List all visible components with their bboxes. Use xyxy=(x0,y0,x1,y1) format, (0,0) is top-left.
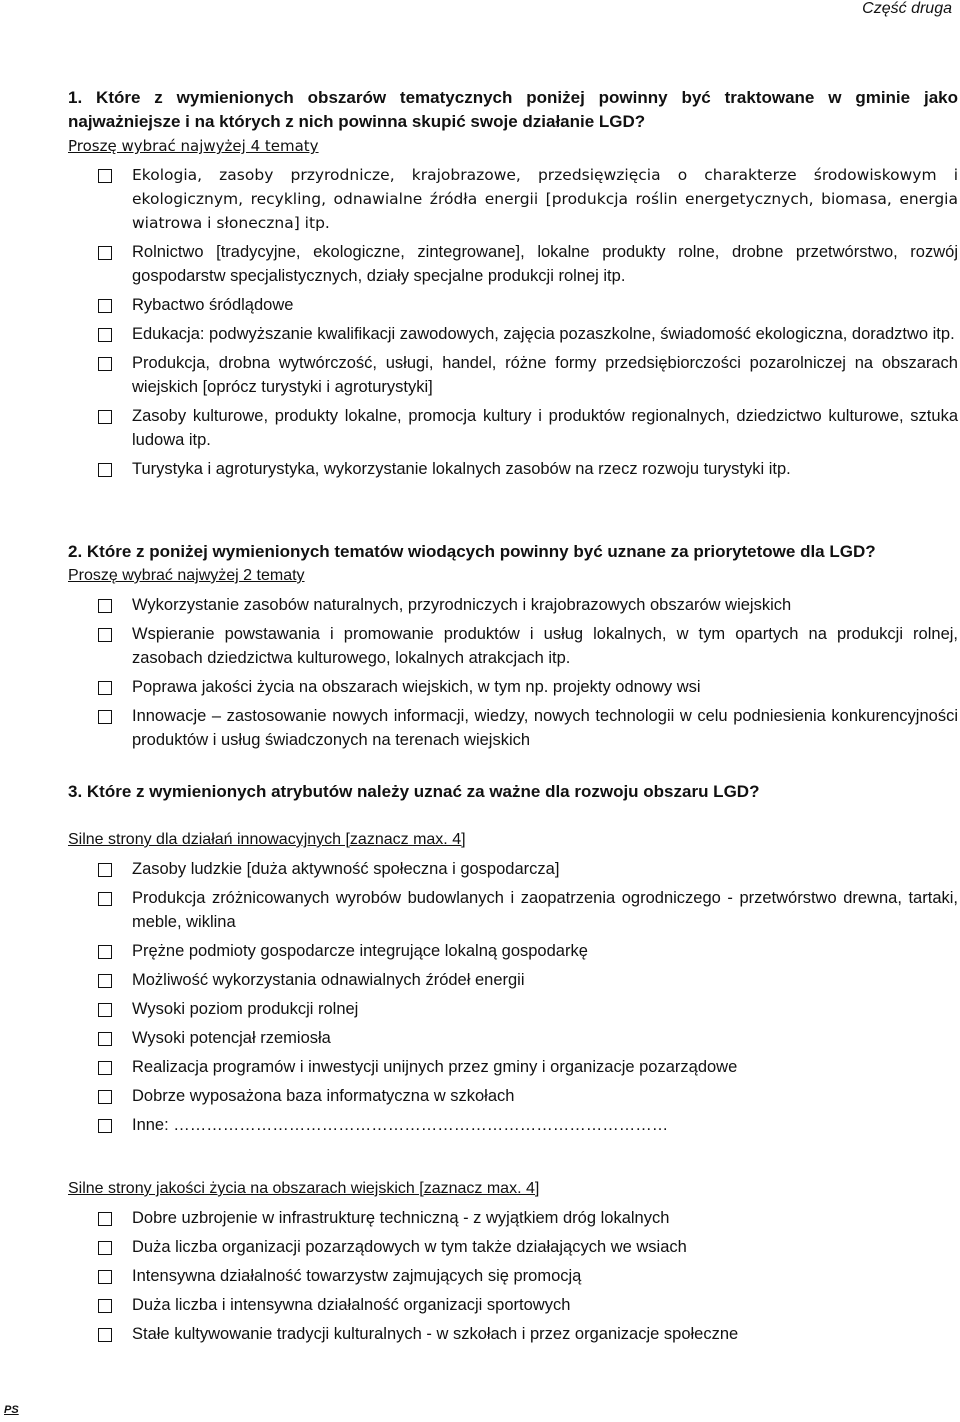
q1-option[interactable]: Rybactwo śródlądowe xyxy=(68,293,958,317)
section-1-instruction: Silne strony dla działań innowacyjnych [zaznacz max. 4] xyxy=(68,831,466,848)
question-2-title: 2. Które z poniżej wymienionych tematów wiodących powinny być uznane za priorytetowe dla LGD? xyxy=(68,542,876,561)
checkbox[interactable] xyxy=(98,945,112,959)
q3s2-option[interactable]: Stałe kultywowanie tradycji kulturalnych - w szkołach i przez organizacje społeczne xyxy=(68,1322,958,1346)
q3s1-option[interactable]: Prężne podmioty gospodarcze integrujące lokalną gospodarkę xyxy=(68,939,958,963)
q3s2-option[interactable]: Duża liczba organizacji pozarządowych w tym także działających we wsiach xyxy=(68,1235,958,1259)
question-1 xyxy=(68,86,958,481)
checkbox[interactable] xyxy=(98,628,112,642)
q2-option[interactable]: Poprawa jakości życia na obszarach wiejskich, w tym np. projekty odnowy wsi xyxy=(68,675,958,699)
q3s1-option[interactable]: Wysoki poziom produkcji rolnej xyxy=(68,997,958,1021)
question-3-title: 3. Które z wymienionych atrybutów należy uznać za ważne dla rozwoju obszaru LGD? xyxy=(68,782,760,801)
q2-option[interactable]: Wspieranie powstawania i promowanie produktów i usług lokalnych, w tym opartych na produkcji rolnej, zasobach dziedzictwa kulturowego, lokalnych atrakcjach itp. xyxy=(68,622,958,670)
checkbox[interactable] xyxy=(98,1061,112,1075)
part-label: Część druga xyxy=(862,0,952,17)
q3s1-option[interactable]: Zasoby ludzkie [duża aktywność społeczna i gospodarcza] xyxy=(68,857,958,881)
checkbox[interactable] xyxy=(98,1328,112,1342)
footer-mark: PS xyxy=(4,1404,19,1416)
checkbox[interactable] xyxy=(98,1032,112,1046)
q3s1-option[interactable]: Dobrze wyposażona baza informatyczna w szkołach xyxy=(68,1084,958,1108)
question-2 xyxy=(68,540,958,752)
q3s1-option[interactable]: Wysoki potencjał rzemiosła xyxy=(68,1026,958,1050)
checkbox[interactable] xyxy=(98,710,112,724)
checkbox[interactable] xyxy=(98,681,112,695)
question-1-instruction: Proszę wybrać najwyżej 4 tematy xyxy=(68,137,319,155)
q3s1-option[interactable]: Realizacja programów i inwestycji unijnych przez gminy i organizacje pozarządowe xyxy=(68,1055,958,1079)
question-2-instruction: Proszę wybrać najwyżej 2 tematy xyxy=(68,567,305,584)
checkbox[interactable] xyxy=(98,1119,112,1133)
checkbox[interactable] xyxy=(98,328,112,342)
q3s2-option[interactable]: Dobre uzbrojenie w infrastrukturę techniczną - z wyjątkiem dróg lokalnych xyxy=(68,1206,958,1230)
checkbox[interactable] xyxy=(98,246,112,260)
checkbox[interactable] xyxy=(98,169,112,183)
q3s1-option[interactable]: Możliwość wykorzystania odnawialnych źródeł energii xyxy=(68,968,958,992)
section-2-instruction: Silne strony jakości życia na obszarach wiejskich [zaznacz max. 4] xyxy=(68,1180,540,1197)
q2-option[interactable]: Wykorzystanie zasobów naturalnych, przyrodniczych i krajobrazowych obszarów wiejskich xyxy=(68,593,958,617)
checkbox[interactable] xyxy=(98,463,112,477)
checkbox[interactable] xyxy=(98,974,112,988)
checkbox[interactable] xyxy=(98,357,112,371)
checkbox[interactable] xyxy=(98,1003,112,1017)
question-3 xyxy=(68,780,958,1346)
q2-option[interactable]: Innowacje – zastosowanie nowych informacji, wiedzy, nowych technologii w celu podniesienia konkurencyjności produktów i usług świadczonych na terenach wiejskich xyxy=(68,704,958,752)
q1-option[interactable]: Rolnictwo [tradycyjne, ekologiczne, zintegrowane], lokalne produkty rolne, drobne przetwórstwo, rozwój gospodarstw specjalistycznych, działy specjalne produkcji rolnej itp. xyxy=(68,240,958,288)
checkbox[interactable] xyxy=(98,410,112,424)
q1-option[interactable]: Produkcja, drobna wytwórczość, usługi, handel, różne formy przedsiębiorczości pozarolniczej na obszarach wiejskich [oprócz turystyki i agroturystyki] xyxy=(68,351,958,399)
checkbox[interactable] xyxy=(98,599,112,613)
checkbox[interactable] xyxy=(98,863,112,877)
question-1-title: 1. Które z wymienionych obszarów tematycznych poniżej powinny być traktowane w gminie jako najważniejsze i na których z nich powinna skupić swoje działanie LGD? xyxy=(68,88,958,131)
checkbox[interactable] xyxy=(98,1241,112,1255)
q3s1-option[interactable]: Produkcja zróżnicowanych wyrobów budowlanych i zaopatrzenia ogrodniczego - przetwórstwo drewna, tartaki, meble, wiklina xyxy=(68,886,958,934)
checkbox[interactable] xyxy=(98,1270,112,1284)
checkbox[interactable] xyxy=(98,1299,112,1313)
q1-option[interactable]: Zasoby kulturowe, produkty lokalne, promocja kultury i produktów regionalnych, dziedzictwo kulturowe, sztuka ludowa itp. xyxy=(68,404,958,452)
q3s1-option-other[interactable]: Inne: ……………………………………………………………………………… xyxy=(68,1113,958,1137)
q3s2-option[interactable]: Intensywna działalność towarzystw zajmujących się promocją xyxy=(68,1264,958,1288)
checkbox[interactable] xyxy=(98,299,112,313)
q1-option[interactable]: Edukacja: podwyższanie kwalifikacji zawodowych, zajęcia pozaszkolne, świadomość ekologiczna, doradztwo itp. xyxy=(68,322,958,346)
checkbox[interactable] xyxy=(98,1212,112,1226)
q1-option[interactable]: Turystyka i agroturystyka, wykorzystanie lokalnych zasobów na rzecz rozwoju turystyki itp. xyxy=(68,457,958,481)
checkbox[interactable] xyxy=(98,892,112,906)
checkbox[interactable] xyxy=(98,1090,112,1104)
q1-option[interactable]: Ekologia, zasoby przyrodnicze, krajobrazowe, przedsięwzięcia o charakterze środowiskowym i ekologicznym, recykling, odnawialne źródła energii [produkcja roślin energetycznych, biomasa, energia wiatrowa i słoneczna] itp. xyxy=(68,163,958,235)
q3s2-option[interactable]: Duża liczba i intensywna działalność organizacji sportowych xyxy=(68,1293,958,1317)
